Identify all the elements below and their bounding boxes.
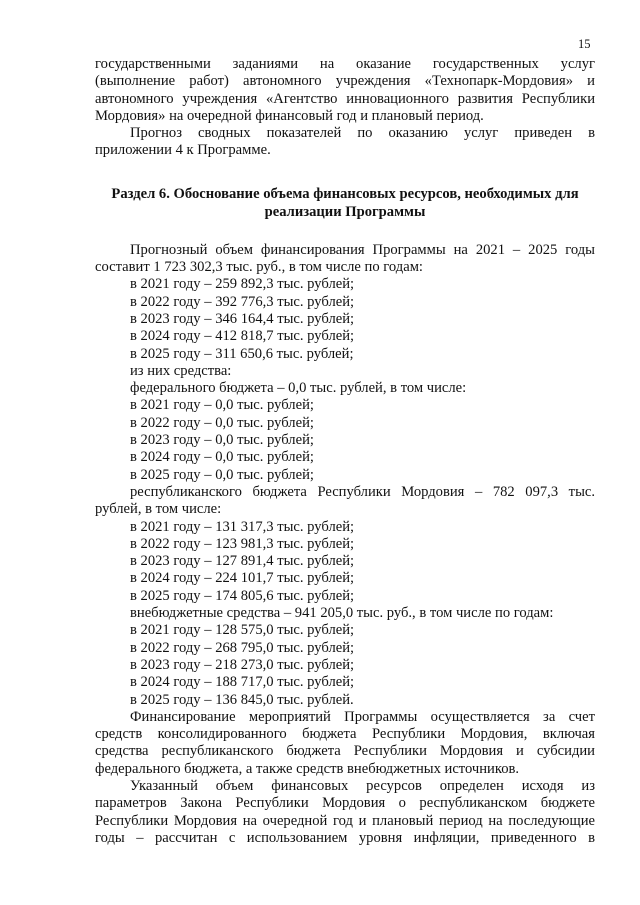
list-item: федерального бюджета – 0,0 тыс. рублей, в том числе: <box>130 380 467 397</box>
list-item: в 2021 году – 0,0 тыс. рублей; <box>130 397 314 414</box>
text-line: параметров Закона Республики Мордовия о республиканском бюджете <box>95 795 595 812</box>
section-heading <box>95 185 595 221</box>
text-line: Прогнозный объем финансирования Программы на 2021 – 2025 годы <box>130 241 595 258</box>
list-item: в 2024 году – 224 101,7 тыс. рублей; <box>130 570 355 587</box>
text-line: автономного учреждения «Агентство инновационного развития Республики <box>95 90 595 107</box>
text-line: Прогноз сводных показателей по оказанию услуг приведен в <box>130 125 595 142</box>
list-item: в 2023 году – 346 164,4 тыс. рублей; <box>130 310 355 327</box>
text-line: республиканского бюджета Республики Мордовия – 782 097,3 тыс. <box>130 483 595 500</box>
list-item: в 2022 году – 0,0 тыс. рублей; <box>130 414 314 431</box>
text-line: Мордовия» на очередной финансовый год и плановый период. <box>95 107 484 124</box>
list-item: в 2025 году – 136 845,0 тыс. рублей. <box>130 691 354 708</box>
text-line: годы – рассчитан с использованием уровня инфляции, приведенного в <box>95 829 595 846</box>
list-item: из них средства: <box>130 362 232 379</box>
list-item: в 2021 году – 128 575,0 тыс. рублей; <box>130 622 355 639</box>
list-item: в 2025 году – 311 650,6 тыс. рублей; <box>130 345 354 362</box>
list-item: в 2021 году – 259 892,3 тыс. рублей; <box>130 276 355 293</box>
text-line: государственными заданиями на оказание государственных услуг <box>95 56 595 72</box>
text-line: Финансирование мероприятий Программы осуществляется за счет <box>130 708 595 725</box>
list-item: в 2023 году – 218 273,0 тыс. рублей; <box>130 656 355 673</box>
list-item: в 2025 году – 0,0 тыс. рублей; <box>130 466 314 483</box>
list-item: в 2024 году – 0,0 тыс. рублей; <box>130 449 314 466</box>
list-item: в 2023 году – 127 891,4 тыс. рублей; <box>130 553 355 570</box>
list-item: в 2024 году – 412 818,7 тыс. рублей; <box>130 328 355 345</box>
list-item: в 2023 году – 0,0 тыс. рублей; <box>130 432 314 449</box>
list-item: в 2024 году – 188 717,0 тыс. рублей; <box>130 674 355 691</box>
text-line: средства республиканского бюджета Республики Мордовия и субсидии <box>95 743 595 760</box>
list-item: внебюджетные средства – 941 205,0 тыс. руб., в том числе по годам: <box>130 605 554 622</box>
list-item: в 2022 году – 123 981,3 тыс. рублей; <box>130 535 355 552</box>
list-item: в 2022 году – 392 776,3 тыс. рублей; <box>130 293 355 310</box>
text-line: средств консолидированного бюджета Республики Мордовия, включая <box>95 726 595 743</box>
text-line: приложении 4 к Программе. <box>95 142 271 159</box>
text-line: составит 1 723 302,3 тыс. руб., в том числе по годам: <box>95 259 423 276</box>
text-line: Указанный объем финансовых ресурсов определен исходя из <box>130 777 595 794</box>
list-item: в 2021 году – 131 317,3 тыс. рублей; <box>130 518 355 535</box>
text-line: рублей, в том числе: <box>95 501 222 518</box>
list-item: в 2025 году – 174 805,6 тыс. рублей; <box>130 587 355 604</box>
list-item: в 2022 году – 268 795,0 тыс. рублей; <box>130 639 355 656</box>
text-line: (выполнение работ) автономного учреждения «Технопарк-Мордовия» и <box>95 73 595 90</box>
section-heading-line: реализации Программы <box>264 203 426 220</box>
section-heading-line: Раздел 6. Обоснование объема финансовых ресурсов, необходимых для <box>111 185 579 202</box>
page-number: 15 <box>578 37 591 51</box>
page-content <box>95 56 595 847</box>
text-line: федерального бюджета, а также средств внебюджетных источников. <box>95 760 520 777</box>
text-line: Республики Мордовия на очередной год и плановый период на последующие <box>95 812 595 829</box>
